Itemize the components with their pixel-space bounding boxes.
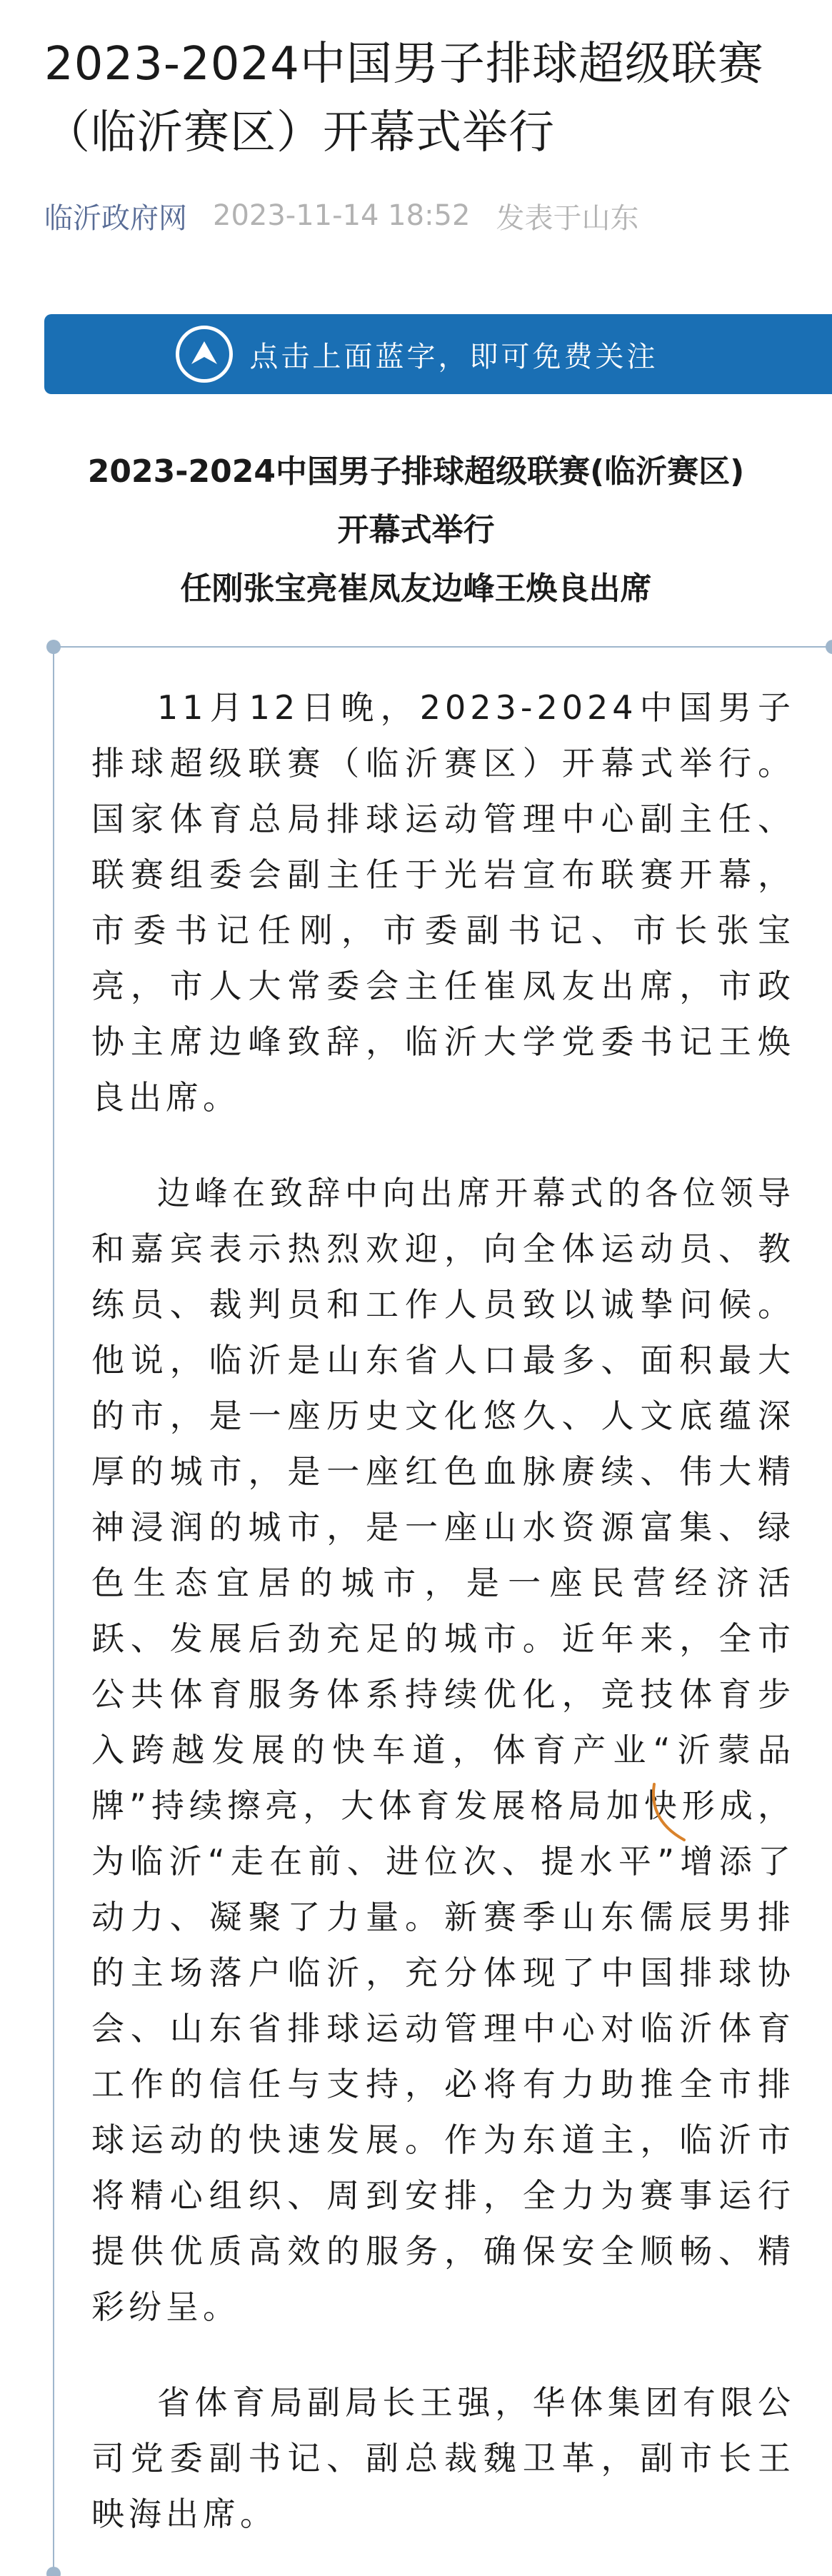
frame-corner-dot	[826, 640, 832, 654]
article-body	[91, 680, 795, 2576]
headline-line-2: 开幕式举行	[337, 512, 495, 548]
article-title: 2023-2024中国男子排球超级联赛（临沂赛区）开幕式举行	[44, 38, 764, 159]
frame-top-border	[53, 646, 832, 648]
publish-location: 发表于山东	[496, 201, 639, 235]
headline-line-3: 任刚张宝亮崔凤友边峰王焕良出席	[180, 570, 652, 607]
headline-line-1: 2023-2024中国男子排球超级联赛(临沂赛区)	[87, 453, 745, 490]
article-headline	[0, 443, 832, 618]
chevron-up-icon	[176, 326, 233, 383]
body-paragraph: 11月12日晚，2023-2024中国男子排球超级联赛（临沂赛区）开幕式举行。国家体育总局排球运动管理中心副主任、联赛组委会副主任于光岩宣布联赛开幕，市委书记任刚，市委副书记、市长张宝亮，市人大常委会主任崔凤友出席，市政协主席边峰致辞，临沂大学党委书记王焕良出席。	[91, 688, 795, 1117]
frame-corner-dot	[46, 640, 61, 654]
body-paragraph: 边峰在致辞中向出席开幕式的各位领导和嘉宾表示热烈欢迎，向全体运动员、教练员、裁判员和工作人员致以诚挚问候。他说，临沂是山东省人口最多、面积最大的市，是一座历史文化悠久、人文底蕴深厚的城市，是一座红色血脉赓续、伟大精神浸润的城市，是一座山水资源富集、绿色生态宜居的城市，是一座民营经济活跃、发展后劲充足的城市。近年来，全市公共体育服务体系持续优化，竞技体育步入跨越发展的快车道，体育产业“沂蒙品牌”持续擦亮，大体育发展格局加快形成，为临沂“走在前、进位次、提水平”增添了动力、凝聚了力量。新赛季山东儒辰男排的主场落户临沂，充分体现了中国排球协会、山东省排球运动管理中心对临沂体育工作的信任与支持，必将有力助推全市排球运动的快速发展。作为东道主，临沂市将精心组织、周到安排，全力为赛事运行提供优质高效的服务，确保安全顺畅、精彩纷呈。	[91, 1174, 795, 2326]
publish-date: 2023-11-14 18:52	[213, 199, 471, 232]
pen-stroke-mark	[648, 1781, 691, 1846]
body-paragraph: 省体育局副局长王强，华体集团有限公司党委副书记、副总裁魏卫革，副市长王映海出席。	[91, 2383, 795, 2533]
follow-banner[interactable]	[44, 314, 832, 394]
follow-banner-text: 点击上面蓝字，即可免费关注	[249, 340, 658, 373]
source-account-link[interactable]: 临沂政府网	[44, 201, 187, 235]
article-meta	[44, 194, 638, 237]
frame-corner-dot	[46, 2567, 61, 2576]
frame-left-border	[53, 646, 54, 2576]
